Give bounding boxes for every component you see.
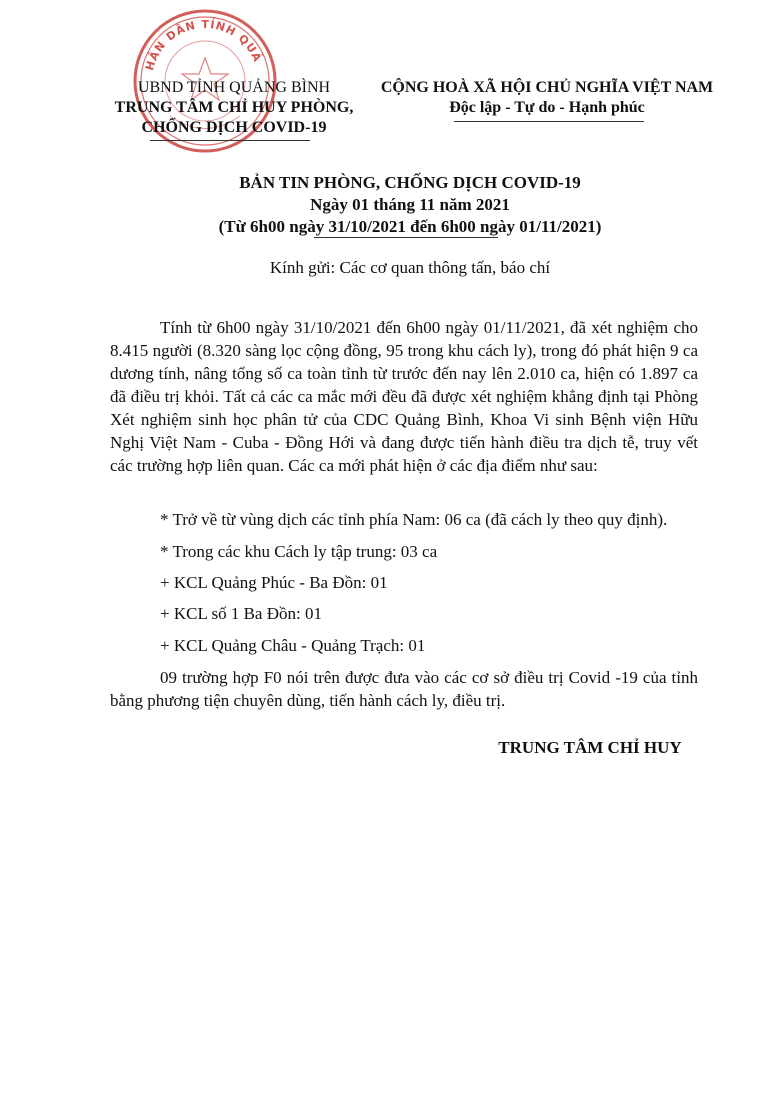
list-item: * Trở về từ vùng dịch các tỉnh phía Nam: 06 ca (đã cách ly theo quy định).	[160, 510, 668, 529]
list-item: + KCL Quảng Châu - Quảng Trạch: 01	[160, 636, 426, 655]
body-paragraph: Tính từ 6h00 ngày 31/10/2021 đến 6h00 ngày 01/11/2021, đã xét nghiệm cho 8.415 người (8.320 sàng lọc cộng đồng, 95 trong khu cách ly), trong đó phát hiện 9 ca dương tính, nâng tổng số ca toàn tỉnh từ trước đến nay lên 2.010 ca, hiện có 1.897 ca đã điều trị khỏi. Tất cả các ca mắc mới đều đã được xét nghiệm khẳng định tại Phòng Xét nghiệm sinh học phân tử của CDC Quảng Bình, Khoa Vi sinh Bệnh viện Hữu Nghị Việt Nam - Cuba - Đồng Hới và đang được tiến hành điều tra dịch tễ, truy vết các trường hợp liên quan. Các ca mới phát hiện ở các địa điểm như sau:	[110, 318, 698, 475]
title-underline	[314, 237, 498, 238]
title-period: (Từ 6h00 ngày 31/10/2021 đến 6h00 ngày 01/11/2021)	[218, 217, 602, 236]
title-date: Ngày 01 tháng 11 năm 2021	[310, 195, 510, 214]
agency-province: UBND TỈNH QUẢNG BÌNH	[137, 79, 331, 96]
title-line: BẢN TIN PHÒNG, CHỐNG DỊCH COVID-19	[239, 173, 581, 192]
recipient-line: Kính gửi: Các cơ quan thông tấn, báo chí	[269, 258, 551, 277]
body-paragraph: 09 trường hợp F0 nói trên được đưa vào các cơ sở điều trị Covid -19 của tỉnh bằng phương tiện chuyên dùng, tiến hành cách ly, điều trị.	[110, 668, 698, 710]
document-title	[120, 172, 700, 238]
signature-block: TRUNG TÂM CHỈ HUY	[498, 738, 682, 757]
agency-name-line1: TRUNG TÂM CHỈ HUY PHÒNG,	[114, 99, 354, 116]
national-motto	[352, 78, 742, 118]
agency-name-line2: CHỐNG DỊCH COVID-19	[141, 119, 327, 136]
agency-underline	[150, 140, 310, 141]
motto: Độc lập - Tự do - Hạnh phúc	[449, 99, 645, 116]
issuing-agency	[88, 78, 380, 138]
country-name: CỘNG HOÀ XÃ HỘI CHỦ NGHĨA VIỆT NAM	[380, 79, 714, 96]
list-item: + KCL Quảng Phúc - Ba Đồn: 01	[160, 573, 388, 592]
list-item: + KCL số 1 Ba Đồn: 01	[160, 604, 322, 623]
motto-underline	[454, 121, 644, 122]
list-item: * Trong các khu Cách ly tập trung: 03 ca	[160, 542, 438, 561]
seal-text: HÂN DÂN TỈNH QUẢ	[143, 17, 265, 72]
